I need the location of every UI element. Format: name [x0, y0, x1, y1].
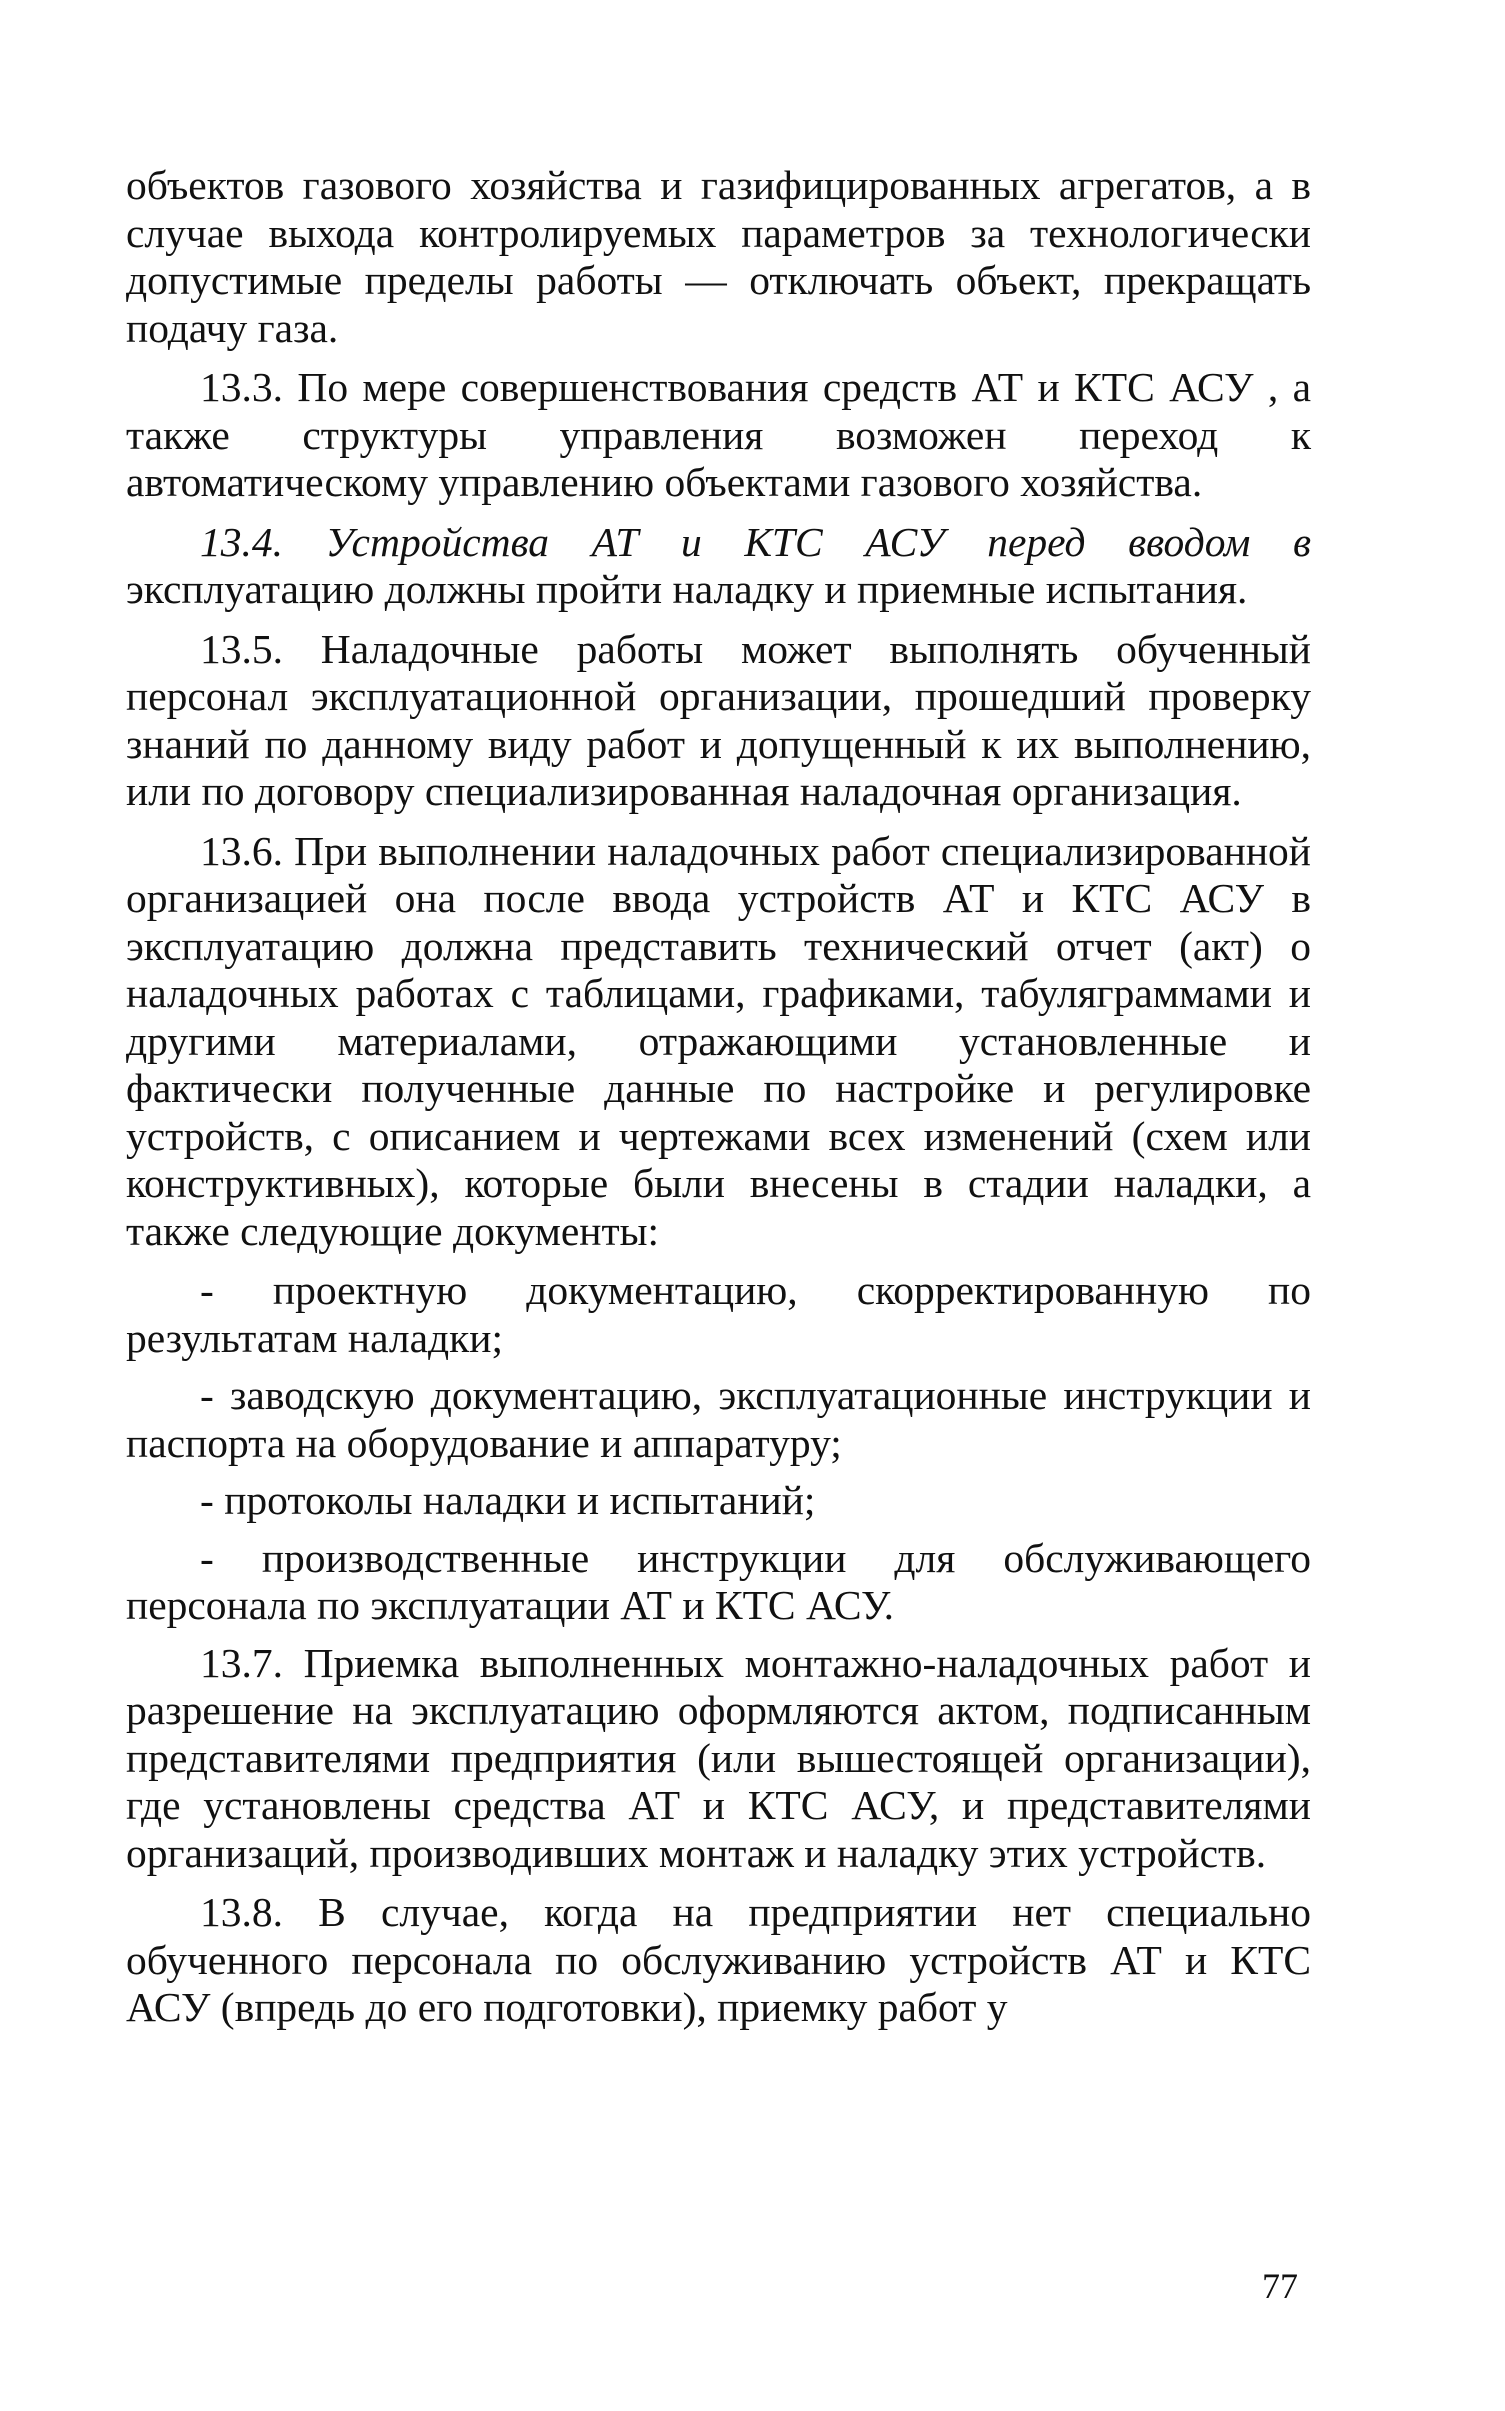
paragraph-13-5: 13.5. Наладочные работы может выполнять обученный персонал эксплуатационной организации, прошедший проверку знаний по данному виду работ и допущенный к их выполнению, или по договору специализированная наладочная организация.: [126, 625, 1311, 814]
paragraph-13-3: 13.3. По мере совершенствования средств АТ и КТС АСУ , а также структуры управления возможен переход к автоматическому управлению объектами газового хозяйства.: [126, 364, 1311, 505]
paragraph-continuation: объектов газового хозяйства и газифицированных агрегатов, а в случае выхода контролируемых параметров за технологически допустимые пределы работы — отключать объект, прекращать подачу газа.: [126, 162, 1311, 351]
page-number: 77: [1262, 2266, 1298, 2306]
paragraph-13-8: 13.8. В случае, когда на предприятии нет специально обученного персонала по обслуживанию устройств АТ и КТС АСУ (впредь до его подготовки), приемку работ у: [126, 1889, 1311, 2030]
list-item: - производственные инструкции для обслуживающего персонала по эксплуатации АТ и КТС АСУ.: [126, 1534, 1311, 1628]
page-body: [126, 162, 1311, 2044]
paragraph-13-4: [126, 519, 1311, 614]
paragraph-13-7: 13.7. Приемка выполненных монтажно-наладочных работ и разрешение на эксплуатацию оформляются актом, подписанным представителями предприятия (или вышестоящей организации), где установлены средства АТ и КТС АСУ, и представителями организаций, производивших монтаж и наладку этих устройств.: [126, 1639, 1311, 1876]
paragraph-13-4-lead: 13.4. Устройства АТ и КТС АСУ перед вводом в: [200, 518, 1311, 565]
list-item: - заводскую документацию, эксплуатационные инструкции и паспорта на оборудование и аппаратуру;: [126, 1372, 1311, 1466]
list-item: - протоколы наладки и испытаний;: [200, 1477, 816, 1523]
paragraph-13-6: 13.6. При выполнении наладочных работ специализированной организацией она после ввода устройств АТ и КТС АСУ в эксплуатацию должна представить технический отчет (акт) о наладочных работах с таблицами, графиками, табуляграммами и другими материалами, отражающими установленные и фактически полученные данные по настройке и регулировке устройств, с описанием и чертежами всех изменений (схем или конструктивных), которые были внесены в стадии наладки, а также следующие документы:: [126, 827, 1311, 1254]
paragraph-13-4-rest: эксплуатацию должны пройти наладку и приемные испытания.: [126, 566, 1248, 612]
list-item: - проектную документацию, скорректированную по результатам наладки;: [126, 1267, 1311, 1361]
